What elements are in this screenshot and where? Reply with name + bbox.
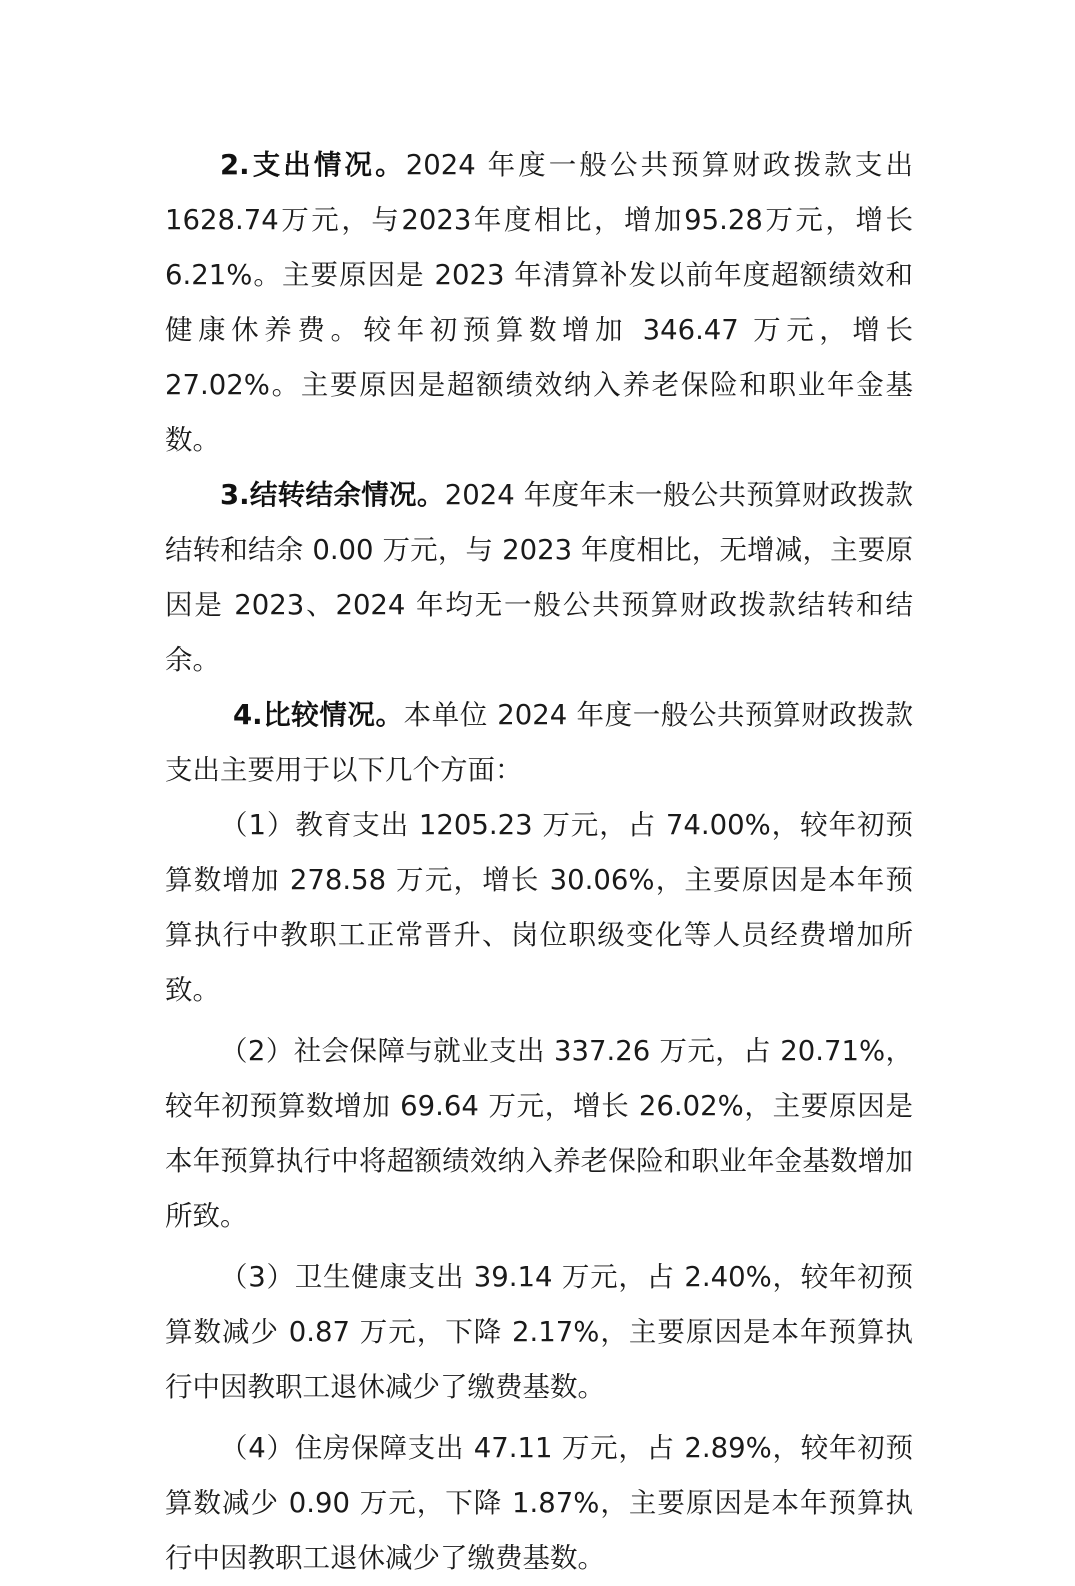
heading-comparison: 4.比较情况。 bbox=[233, 699, 404, 731]
text-housing: （4）住房保障支出 47.11 万元，占 2.89%，较年初预算数减少 0.90 万元，下降 1.87%，主要原因是本年预算执行中因教职工退休减少了缴费基数。 bbox=[165, 1432, 913, 1574]
paragraph-comparison bbox=[165, 688, 913, 798]
text-expenditure: 2024 年度一般公共预算财政拨款支出 1628.74万元，与2023年度相比，增加95.28万元，增长6.21%。主要原因是 2023 年清算补发以前年度超额绩效和健康休养费。较年初预算数增加 346.47 万元，增长 27.02%。主要原因是超额绩效纳入养老保险和职业年金基数。 bbox=[165, 149, 913, 456]
list-item-health bbox=[165, 1250, 913, 1415]
text-carryover: 2024 年度年末一般公共预算财政拨款结转和结余 0.00 万元，与 2023 年度相比，无增减，主要原因是 2023、2024 年均无一般公共预算财政拨款结转和结余。 bbox=[165, 479, 913, 676]
paragraph-expenditure bbox=[165, 138, 913, 468]
text-education: （1）教育支出 1205.23 万元，占 74.00%，较年初预算数增加 278.58 万元，增长 30.06%，主要原因是本年预算执行中教职工正常晋升、岗位职级变化等人员经费增加所致。 bbox=[165, 809, 913, 1006]
list-item-education bbox=[165, 798, 913, 1018]
list-item-social-security bbox=[165, 1024, 913, 1244]
list-item-housing bbox=[165, 1421, 913, 1586]
text-health: （3）卫生健康支出 39.14 万元，占 2.40%，较年初预算数减少 0.87 万元，下降 2.17%，主要原因是本年预算执行中因教职工退休减少了缴费基数。 bbox=[165, 1261, 913, 1403]
heading-expenditure: 2.支出情况。 bbox=[220, 149, 406, 181]
paragraph-carryover bbox=[165, 468, 913, 688]
text-social-security: （2）社会保障与就业支出 337.26 万元，占 20.71%，较年初预算数增加 69.64 万元，增长 26.02%，主要原因是本年预算执行中将超额绩效纳入养老保险和职业年金基数增加所致。 bbox=[165, 1035, 913, 1232]
document-body bbox=[165, 138, 913, 1586]
heading-carryover: 3.结转结余情况。 bbox=[220, 479, 445, 511]
text-comparison: 本单位 2024 年度一般公共预算财政拨款支出主要用于以下几个方面： bbox=[165, 699, 913, 786]
